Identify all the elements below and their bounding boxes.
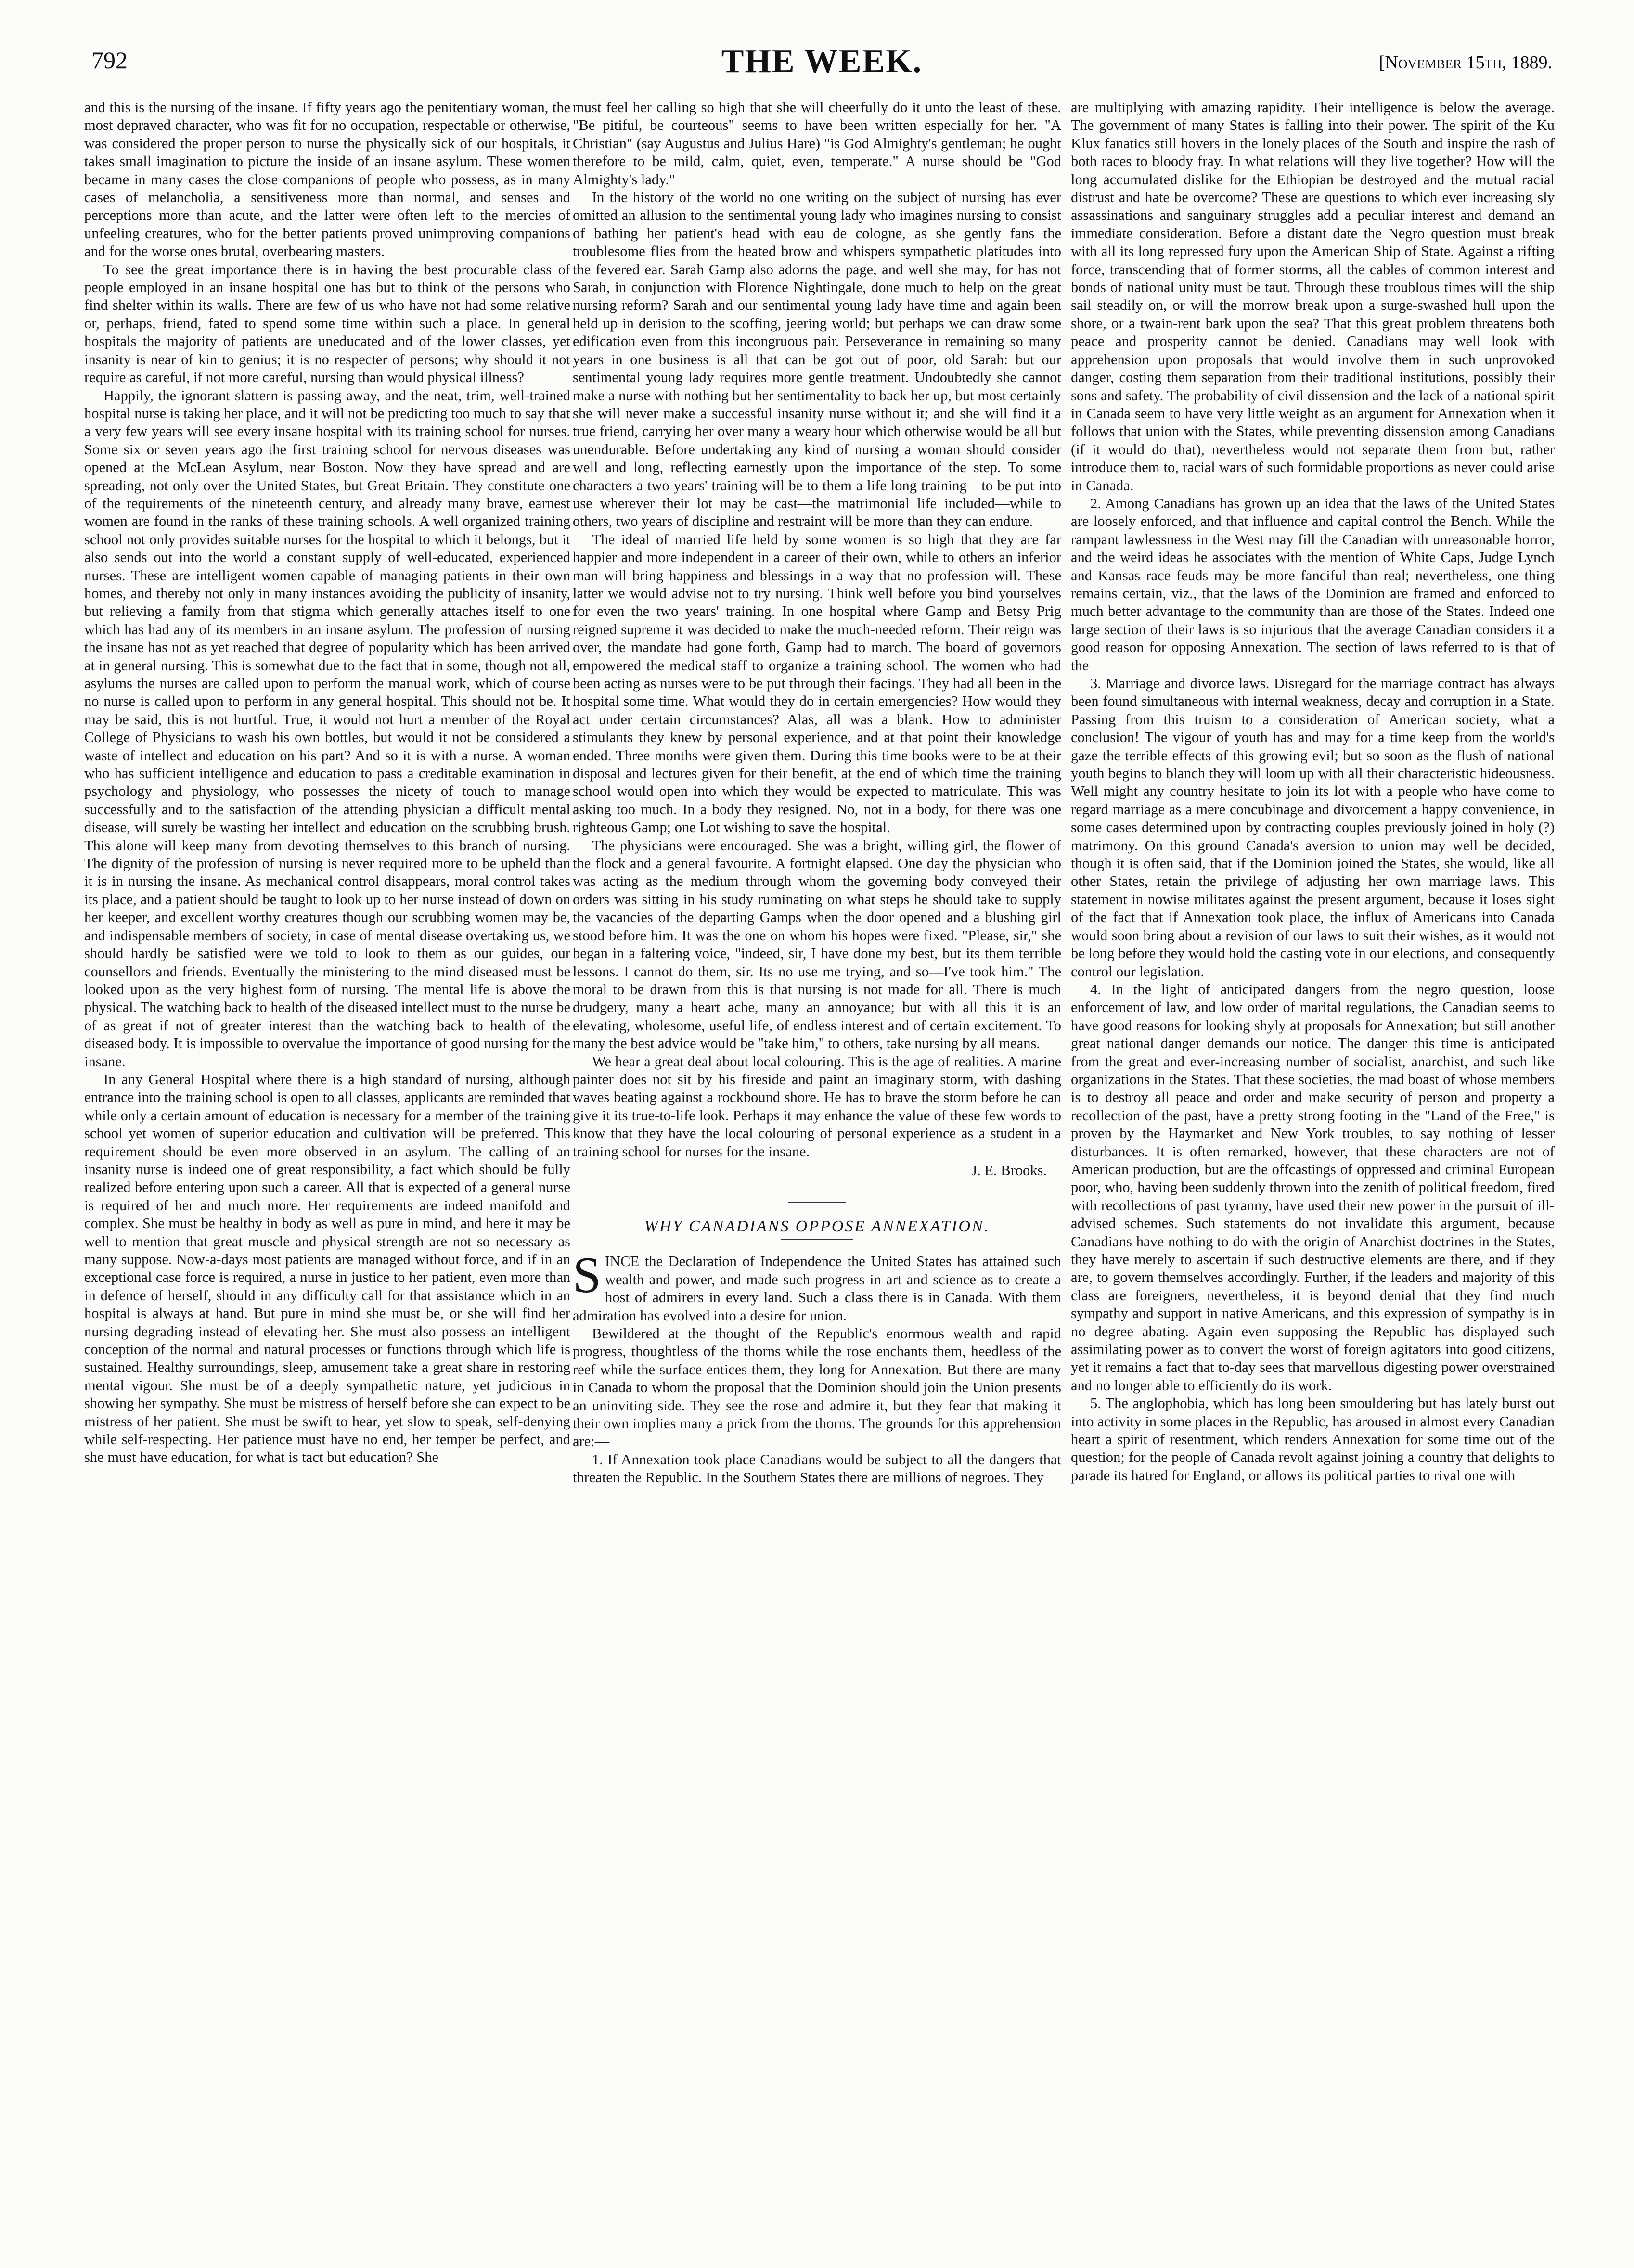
article-opening-paragraph (573, 1247, 1061, 1325)
paragraph: 1. If Annexation took place Canadians would be subject to all the dangers that threaten the Republic. In the Southern States there are millions of negroes. They (573, 1451, 1061, 1486)
drop-cap: S (573, 1247, 601, 1304)
column-3 (1071, 99, 1555, 2235)
paragraph: We hear a great deal about local colouring. This is the age of realities. A marine painter does not sit by his fireside and paint an imaginary storm, with dashing waves beating against a rockbound shore. He has to brave the storm before he can give it its true-to-life look. Perhaps it may enhance the value of these few words to know that they have the local colouring of personal experience as a student in a training school for nurses for the insane. (573, 1053, 1061, 1160)
paragraph-text: INCE the Declaration of Independence the United States has attained such wealth and power, and made such progress in art and science as to create a host of admirers in every land. Such a class there is in Canada. With them admiration has evolved into a desire for union. (573, 1253, 1061, 1324)
title-divider (781, 1239, 853, 1240)
paragraph: Bewildered at the thought of the Republic's enormous wealth and rapid progress, thoughtless of the thorns while the rose enchants them, heedless of the reef while the surface entices them, they long for Annexation. But there are many in Canada to whom the proposal that the Dominion should join the Union presents an uninviting side. They see the rose and admire it, but they fear that making it their own implies many a prick from the thorns. The grounds for this apprehension are:— (573, 1325, 1061, 1450)
paragraph: Happily, the ignorant slattern is passing away, and the neat, trim, well-trained hospital nurse is taking her place, and it will not be predicting too much to say that a very few years will see every insane hospital with its training school for nurses. Some six or seven years ago the first training school for nervous diseases was opened at the McLean Asylum, near Boston. Now they have spread and are spreading, not only over the United States, but Great Britain. They constitute one of the requirements of the nineteenth century, and already many brave, earnest women are found in the ranks of these training schools. A well organized training school not only provides suitable nurses for the hospital to which it belongs, but it also sends out into the world a constant supply of well-educated, experienced nurses. These are intelligent women capable of managing patients in their own homes, and thereby not only in many instances avoiding the publicity of insanity, but relieving a family from that stigma which generally attaches itself to one which has had any of its members in an insane asylum. The profession of nursing the insane has not as yet reached that degree of popularity which has been arrived at in general nursing. This is somewhat due to the fact that in some, though not all, asylums the nurses are called upon to perform the manual work, which of course no nurse is called upon to perform in any general hospital. This should not be. It may be said, this is not hurtful. True, it would not hurt a member of the Royal College of Physicians to wash his own bottles, but would it not be considered a waste of intellect and education on his part? And so it is with a nurse. A woman who has sufficient intelligence and education to pass a creditable examination in psychology and physiology, who possesses the nicety of touch to manage successfully and to the satisfaction of the attending physician a difficult mental disease, will surely be wasting her intellect and education on the scrubbing brush. This alone will keep many from devoting themselves to this branch of nursing. The dignity of the profession of nursing is never required more to be upheld than it is in nursing the insane. As mechanical control disappears, moral control takes its place, and a patient should be taught to look up to her nurse instead of down on her keeper, and excellent worthy creatures though our scrubbing women may be, and indispensable members of society, in case of mental disease overtaking us, we should hardly be satisfied were we told to look to them as our guides, our counsellors and friends. Eventually the ministering to the mind diseased must be looked upon as the very highest form of nursing. The mental life is above the physical. The watching back to health of the diseased intellect must to the nurse be of as great if not of greater interest than the watching back to health of the diseased body. It is impossible to overvalue the importance of good nursing for the insane. (84, 387, 570, 1070)
author-signature: J. E. Brooks. (971, 1162, 1047, 1179)
page-header (91, 43, 1552, 90)
column-1 (84, 99, 570, 2235)
paragraph: In any General Hospital where there is a high standard of nursing, although entrance into the training school is open to all classes, applicants are reminded that while only a certain amount of education is necessary for a member of the training school yet women of superior education and cultivation will be preferred. This requirement should be even more observed in an asylum. The calling of an insanity nurse is indeed one of great responsibility, a fact which should be fully realized before entering upon such a career. All that is expected of a general nurse is required of her and much more. Her requirements are indeed manifold and complex. She must be healthy in body as well as pure in mind, and here it may be well to mention that great muscle and physical strength are not so necessary as many suppose. Now-a-days most patients are managed without force, and if in an exceptional case force is required, a nurse in justice to her patient, even more than in defence of herself, should in any difficulty call for that assistance which in an hospital is always at hand. But pure in mind she must be, or she will find her nursing degrading instead of elevating her. She must also possess an intelligent conception of the normal and natural processes or functions through which life is sustained. Healthy surroundings, sleep, amusement take a great share in restoring mental vigour. She must be of a deeply sympathetic nature, yet judicious in showing her sympathy. She must be mistress of herself before she can expect to be mistress of her patient. She must be swift to hear, yet slow to speak, self-denying while self-respecting. Her patience must have no end, her temper be perfect, and she must have education, for what is tact but education? She (84, 1071, 570, 1466)
paragraph: 5. The anglophobia, which has long been smouldering but has lately burst out into activity in some places in the Republic, has aroused in almost every Canadian heart a spirit of resentment, which renders Annexation for some time out of the question; for the people of Canada revolt against joining a country that delights to parade its hatred for England, or allows its political parties to rival one with (1071, 1395, 1555, 1484)
paragraph: 2. Among Canadians has grown up an idea that the laws of the United States are loosely enforced, and that influence and capital control the Bench. While the rampant lawlessness in the West may fill the Canadian with unreasonable horror, and the weird ideas he associates with the mention of White Caps, Judge Lynch and Kansas race feuds may be more fanciful than real; nevertheless, one thing remains certain, viz., that the laws of the Dominion are framed and enforced to much better advantage to the community than are those of the States. Indeed one large section of their laws is so injurious that the average Canadian considers it a good reason for opposing Annexation. The section of laws referred to is that of the (1071, 495, 1555, 674)
masthead-title: THE WEEK. (721, 43, 923, 80)
paragraph: and this is the nursing of the insane. If fifty years ago the penitentiary woman, the most depraved character, who was fit for no occupation, respectable or otherwise, was considered the proper person to nurse the physically sick of our hospitals, it takes small imagination to picture the inside of an insane asylum. These women became in many cases the close companions of people who possess, as in many cases of melancholia, a sensitiveness more than normal, and senses and perceptions more than acute, and the latter were often left to the mercies of unfeeling creatures, who for the better patients proved unimproving companions and for the worse ones brutal, overbearing masters. (84, 99, 570, 260)
paragraph: 4. In the light of anticipated dangers from the negro question, loose enforcement of law, and low order of marital regulations, the Canadian seems to have good reasons for looking shyly at proposals for Annexation; but still another great national danger demands our notice. The danger this time is anticipated from the great and ever-increasing number of socialist, anarchist, and such like organizations in the States. That these societies, the mad boast of whose members is to destroy all peace and order and make security of person and property a recollection of the past, have a pretty strong footing in the "Land of the Free," is proven by the Haymarket and New York troubles, to say nothing of lesser disturbances. It is often remarked, however, that these characters are not of American production, but are the offcastings of oppressed and criminal European poor, who, having been suddenly thrown into the zenith of political freedom, fired with recollections of past tyranny, have used their new power in the pursuit of ill-advised schemes. Such statements do not invalidate this argument, because Canadians have nothing to do with the origin of Anarchist doctrines in the States, they have merely to ascertain if such destructive elements are there, and if they are, to govern themselves accordingly. Further, if the leaders and majority of this class are foreigners, nevertheless, it is beyond denial that they find much sympathy and support in native Americans, and this expression of sympathy is in no degree abating. Again even supposing the Republic has displayed such assimilating power as to convert the worst of foreign agitators into good citizens, yet it remains a fact that to-day sees that marvellous digesting power overstrained and no longer able to efficiently do its work. (1071, 981, 1555, 1394)
paragraph: must feel her calling so high that she will cheerfully do it unto the least of these. "Be pitiful, be courteous" seems to have been written especially for her. "A Christian" (say Augustus and Julius Hare) "is God Almighty's gentleman; he ought therefore to be mild, calm, quiet, even, temperate." A nurse should be "God Almighty's lady." (573, 99, 1061, 188)
page-number: 792 (91, 47, 128, 74)
article-title: WHY CANADIANS OPPOSE ANNEXATION. (644, 1217, 990, 1236)
paragraph: 3. Marriage and divorce laws. Disregard for the marriage contract has always been found simultaneous with internal weakness, decay and corruption in a State. Passing from this truism to a consideration of American society, what a conclusion! The vigour of youth has and may for a time keep from the world's gaze the terrible effects of this growing evil; but so soon as the flush of national youth begins to blanch they will loom up with all their characteristic hideousness. Well might any country hesitate to join its lot with a people who have come to regard marriage as a mere concubinage and divorcement a happy convenience, in some cases determined upon by contracting couples previously joined in holy (?) matrimony. On this ground Canada's aversion to union may well be decided, though it is often said, that if the Dominion joined the States, she would, like all other States, retain the privilege of adjusting her own marriage laws. This statement in nowise militates against the present argument, because it loses sight of the fact that if Annexation took place, the influx of Americans into Canada would soon bring about a revision of our laws to suit their wishes, as it would not be long before they would hold the casting vote in our elections, and consequently control our legislation. (1071, 675, 1555, 980)
paragraph: To see the great importance there is in having the best procurable class of people employed in an insane hospital one has but to think of the persons who find shelter within its walls. There are few of us who have not had some relative or, perhaps, friend, fated to spend some time within such a place. In general hospitals the majority of patients are uneducated and of the lower classes, yet insanity is near of kin to genius; it is no respecter of persons; why should it not require as careful, if not more careful, nursing than would physical illness? (84, 261, 570, 386)
paragraph: are multiplying with amazing rapidity. Their intelligence is below the average. The government of many States is falling into their power. The spirit of the Ku Klux fanatics still hovers in the lonely places of the South and inspire the rash of both races to bloody fray. In what relations will they live together? How will the long accumulated dislike for the Ethiopian be destroyed and the mutual racial distrust and hate be overcome? These are questions to which ever increasing sly assassinations and sanguinary struggles add a peculiar interest and demand an immediate consideration. Before a distant date the Negro question must break with all its long repressed fury upon the American Ship of State. Against a rifting force, transcending that of former storms, all the cables of common interest and bonds of national unity must be taut. Through these troublous times will the ship sail steadily on, or will the morrow break upon a surge-swashed hull upon the shore, or a twain-rent bark upon the sea? That this great problem threatens both peace and prosperity cannot be denied. Canadians may well look with apprehension upon proposals that would involve them in such unprovoked danger, costing them separation from their traditional institutions, possibly their sons and safety. The probability of civil dissension and the lack of a national spirit in Canada seem to have very little weight as an argument for Annexation when it follows that union with the States, while preventing dissension among Canadians (if it would do that), nevertheless would not separate them from but, rather introduce them to, racial wars of such formidable proportions as never could arise in Canada. (1071, 99, 1555, 494)
paragraph: The physicians were encouraged. She was a bright, willing girl, the flower of the flock and a general favourite. A fortnight elapsed. One day the physician who was acting as the medium through whom the governing body conveyed their orders was sitting in his study ruminating on what steps he should take to supply the vacancies of the departing Gamps when the door opened and a blushing girl stood before him. It was the one on whom his hopes were fixed. "Please, sir," she began in a faltering voice, "indeed, sir, I have done my best, but its them terrible lessons. I cannot do them, sir. Its no use me trying, and so—I've took him." The moral to be drawn from this is that nursing is not made for all. There is much drudgery, many a heart ache, many an annoyance; but with all this it is an elevating, wholesome, useful life, of endless interest and of certain excitement. To many the best advice would be "take him," to others, take nursing by all means. (573, 837, 1061, 1052)
section-divider (788, 1202, 846, 1203)
paragraph: The ideal of married life held by some women is so high that they are far happier and more independent in a career of their own, while to others an inferior man will bring happiness and blessings in a way that no profession will. These latter we would advise not to try nursing. Think well before you bind yourselves for even the two years' training. In one hospital where Gamp and Betsy Prig reigned supreme it was decided to make the much-needed reform. Their reign was over, the mandate had gone forth, Gamp had to march. The board of governors empowered the medical staff to organize a training school. The women who had been acting as nurses were to be put through their facings. They had all been in the hospital some time. What would they do in certain emergencies? How would they act under certain circumstances? Alas, all was a blank. How to administer stimulants they knew by personal experience, and at that point their knowledge ended. Three months were given them. During this time books were to be at their disposal and lectures given for their benefit, at the end of which time the training school would open into which they would be expected to matriculate. This was asking too much. In a body they resigned. No, not in a body, for there was one righteous Gamp; one Lot wishing to save the hospital. (573, 531, 1061, 836)
column-2 (573, 99, 1061, 2235)
issue-date: [November 15th, 1889. (1378, 52, 1552, 73)
paragraph: In the history of the world no one writing on the subject of nursing has ever omitted an allusion to the sentimental young lady who imagines nursing to consist of bathing her patient's head with eau de cologne, as she gently fans the troublesome flies from the heated brow and whispers sympathetic platitudes into the fevered ear. Sarah Gamp also adorns the page, and well she may, for has not Sarah, in conjunction with Florence Nightingale, done much to help on the great nursing reform? Sarah and our sentimental young lady have time and again been held up in derision to the scoffing, jeering world; but perhaps we can draw some edification even from this incongruous pair. Perseverance in remaining so many years in one business is all that can be got out of poor, old Sarah: but our sentimental young lady requires more gentle treatment. Undoubtedly she cannot make a nurse with nothing but her sentimentality to back her up, but most certainly she will never make a successful insanity nurse without it; and she will find it a true friend, carrying her over many a weary hour which otherwise would be all but unendurable. Before undertaking any kind of nursing a woman should consider well and long, reflecting earnestly upon the importance of the step. To some characters a two years' training will be to them a life long training—to be put into use wherever their lot may be cast—the matrimonial life included—while to others, two years of discipline and restraint will be more than they can endure. (573, 189, 1061, 530)
